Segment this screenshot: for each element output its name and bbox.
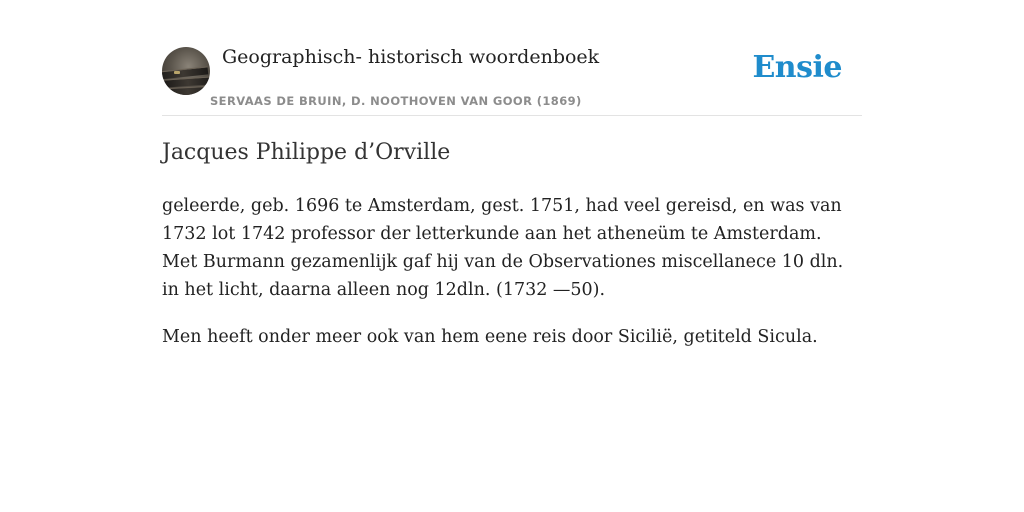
entry-paragraph: geleerde, geb. 1696 te Amsterdam, gest. 1751, had veel gereisd, en was van 1732 lot 1742 professor der letterkunde aan het atheneüm te Amsterdam. Met Burmann gezamenlijk gaf hij van de Observationes miscellanece 10 dln. in het licht, daarna alleen nog 12dln. (1732 —50). xyxy=(162,196,844,300)
entry-body xyxy=(162,192,862,370)
page-container xyxy=(162,0,862,347)
book-spine-image xyxy=(162,86,210,95)
entry-paragraph: Men heeft onder meer ook van hem eene reis door Sicilië, getiteld Sicula. xyxy=(162,327,818,347)
book-spine-glint xyxy=(174,71,180,74)
book-cover-avatar[interactable] xyxy=(162,47,210,95)
book-header xyxy=(162,0,862,116)
book-author-meta: SERVAAS DE BRUIN, D. NOOTHOVEN VAN GOOR (1869) xyxy=(210,94,582,108)
entry-title: Jacques Philippe d’Orville xyxy=(162,140,451,165)
book-title-link[interactable]: Geographisch- historisch woordenboek xyxy=(222,46,600,68)
ensie-logo-link[interactable]: Ensie xyxy=(752,50,842,85)
